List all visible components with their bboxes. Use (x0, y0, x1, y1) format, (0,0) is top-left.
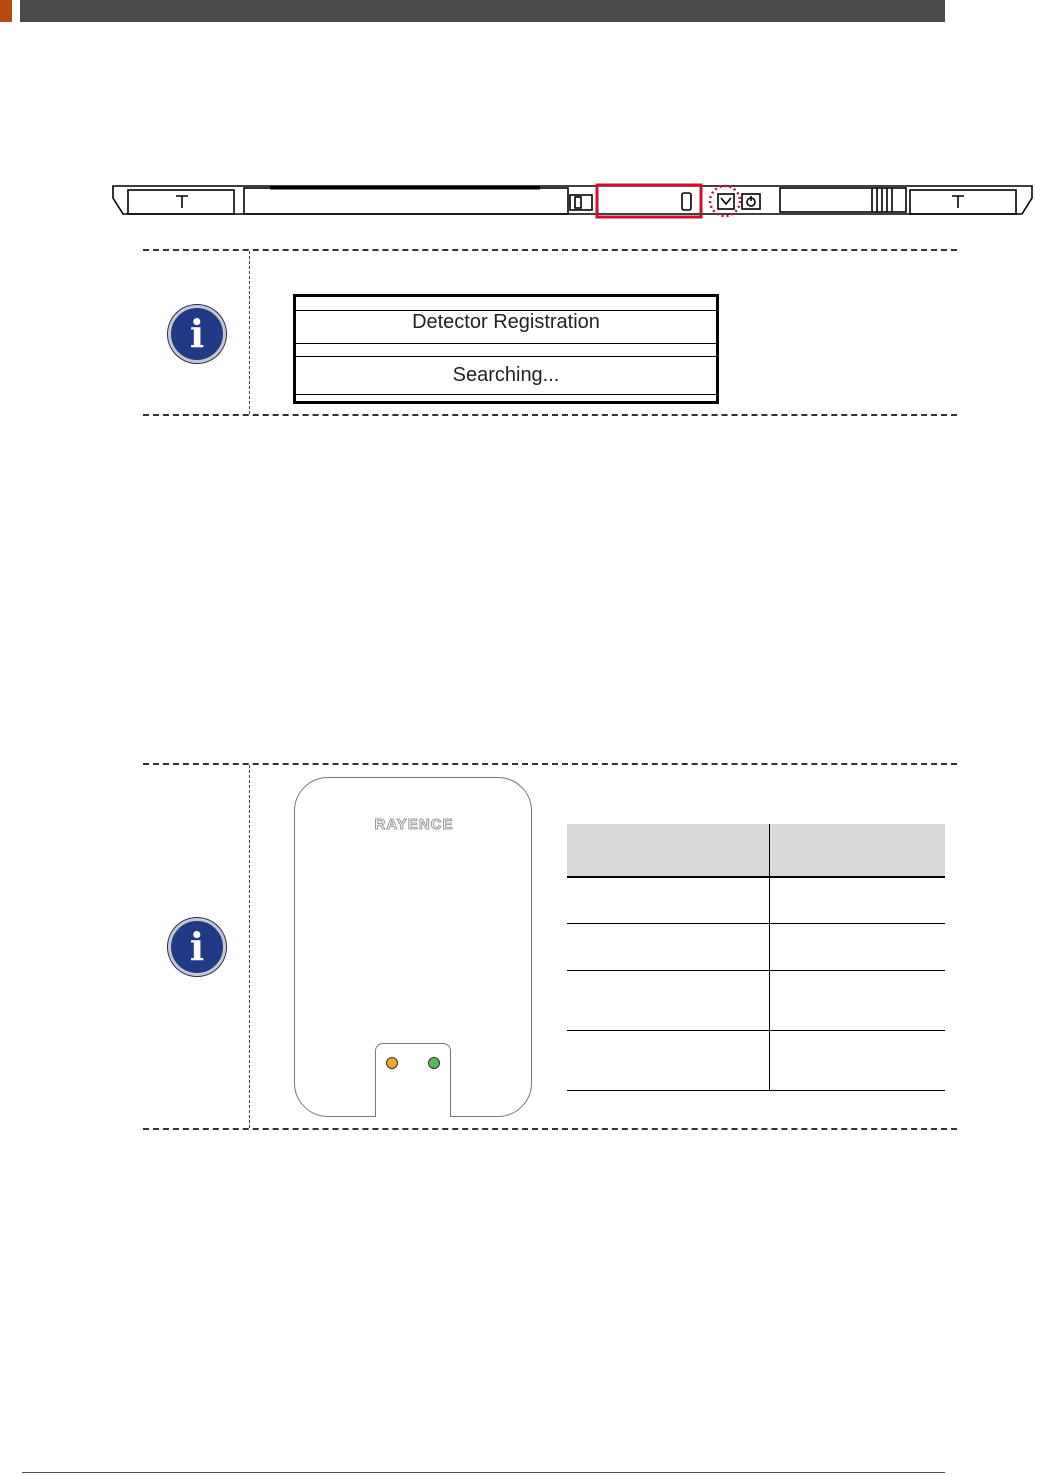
footer-rule (22, 1472, 945, 1473)
table-cell (770, 877, 946, 923)
green-led-icon (428, 1057, 440, 1069)
table-header-row (567, 824, 945, 877)
table-cell (567, 1030, 770, 1090)
detector-side-view-illustration (110, 182, 1035, 222)
detector-registration-dialog (293, 294, 719, 404)
table-row (567, 970, 945, 1030)
table-header-cell (567, 824, 770, 877)
table-cell (770, 970, 946, 1030)
header-bar (20, 0, 945, 22)
note-top-rule (143, 249, 957, 251)
note-bottom-rule (143, 414, 957, 416)
info-icon: i (168, 918, 226, 976)
table-header-cell (770, 824, 946, 877)
led-panel (375, 1043, 451, 1117)
table-row (567, 1030, 945, 1090)
header-accent (0, 0, 12, 22)
note-divider (249, 765, 250, 1128)
note-bottom-rule (143, 1128, 957, 1130)
note-divider (249, 251, 250, 414)
table-cell (770, 1030, 946, 1090)
table-row (567, 923, 945, 970)
brand-logo: RAYENCE (374, 816, 454, 833)
table-cell (567, 877, 770, 923)
table-cell (567, 970, 770, 1030)
orange-led-icon (386, 1057, 398, 1069)
table-row (567, 877, 945, 923)
table-cell (567, 923, 770, 970)
dialog-status: Searching... (452, 364, 560, 386)
led-status-table (567, 824, 945, 1091)
info-icon: i (168, 305, 226, 363)
table-cell (770, 923, 946, 970)
note-top-rule (143, 763, 957, 765)
dialog-title: Detector Registration (412, 311, 600, 333)
